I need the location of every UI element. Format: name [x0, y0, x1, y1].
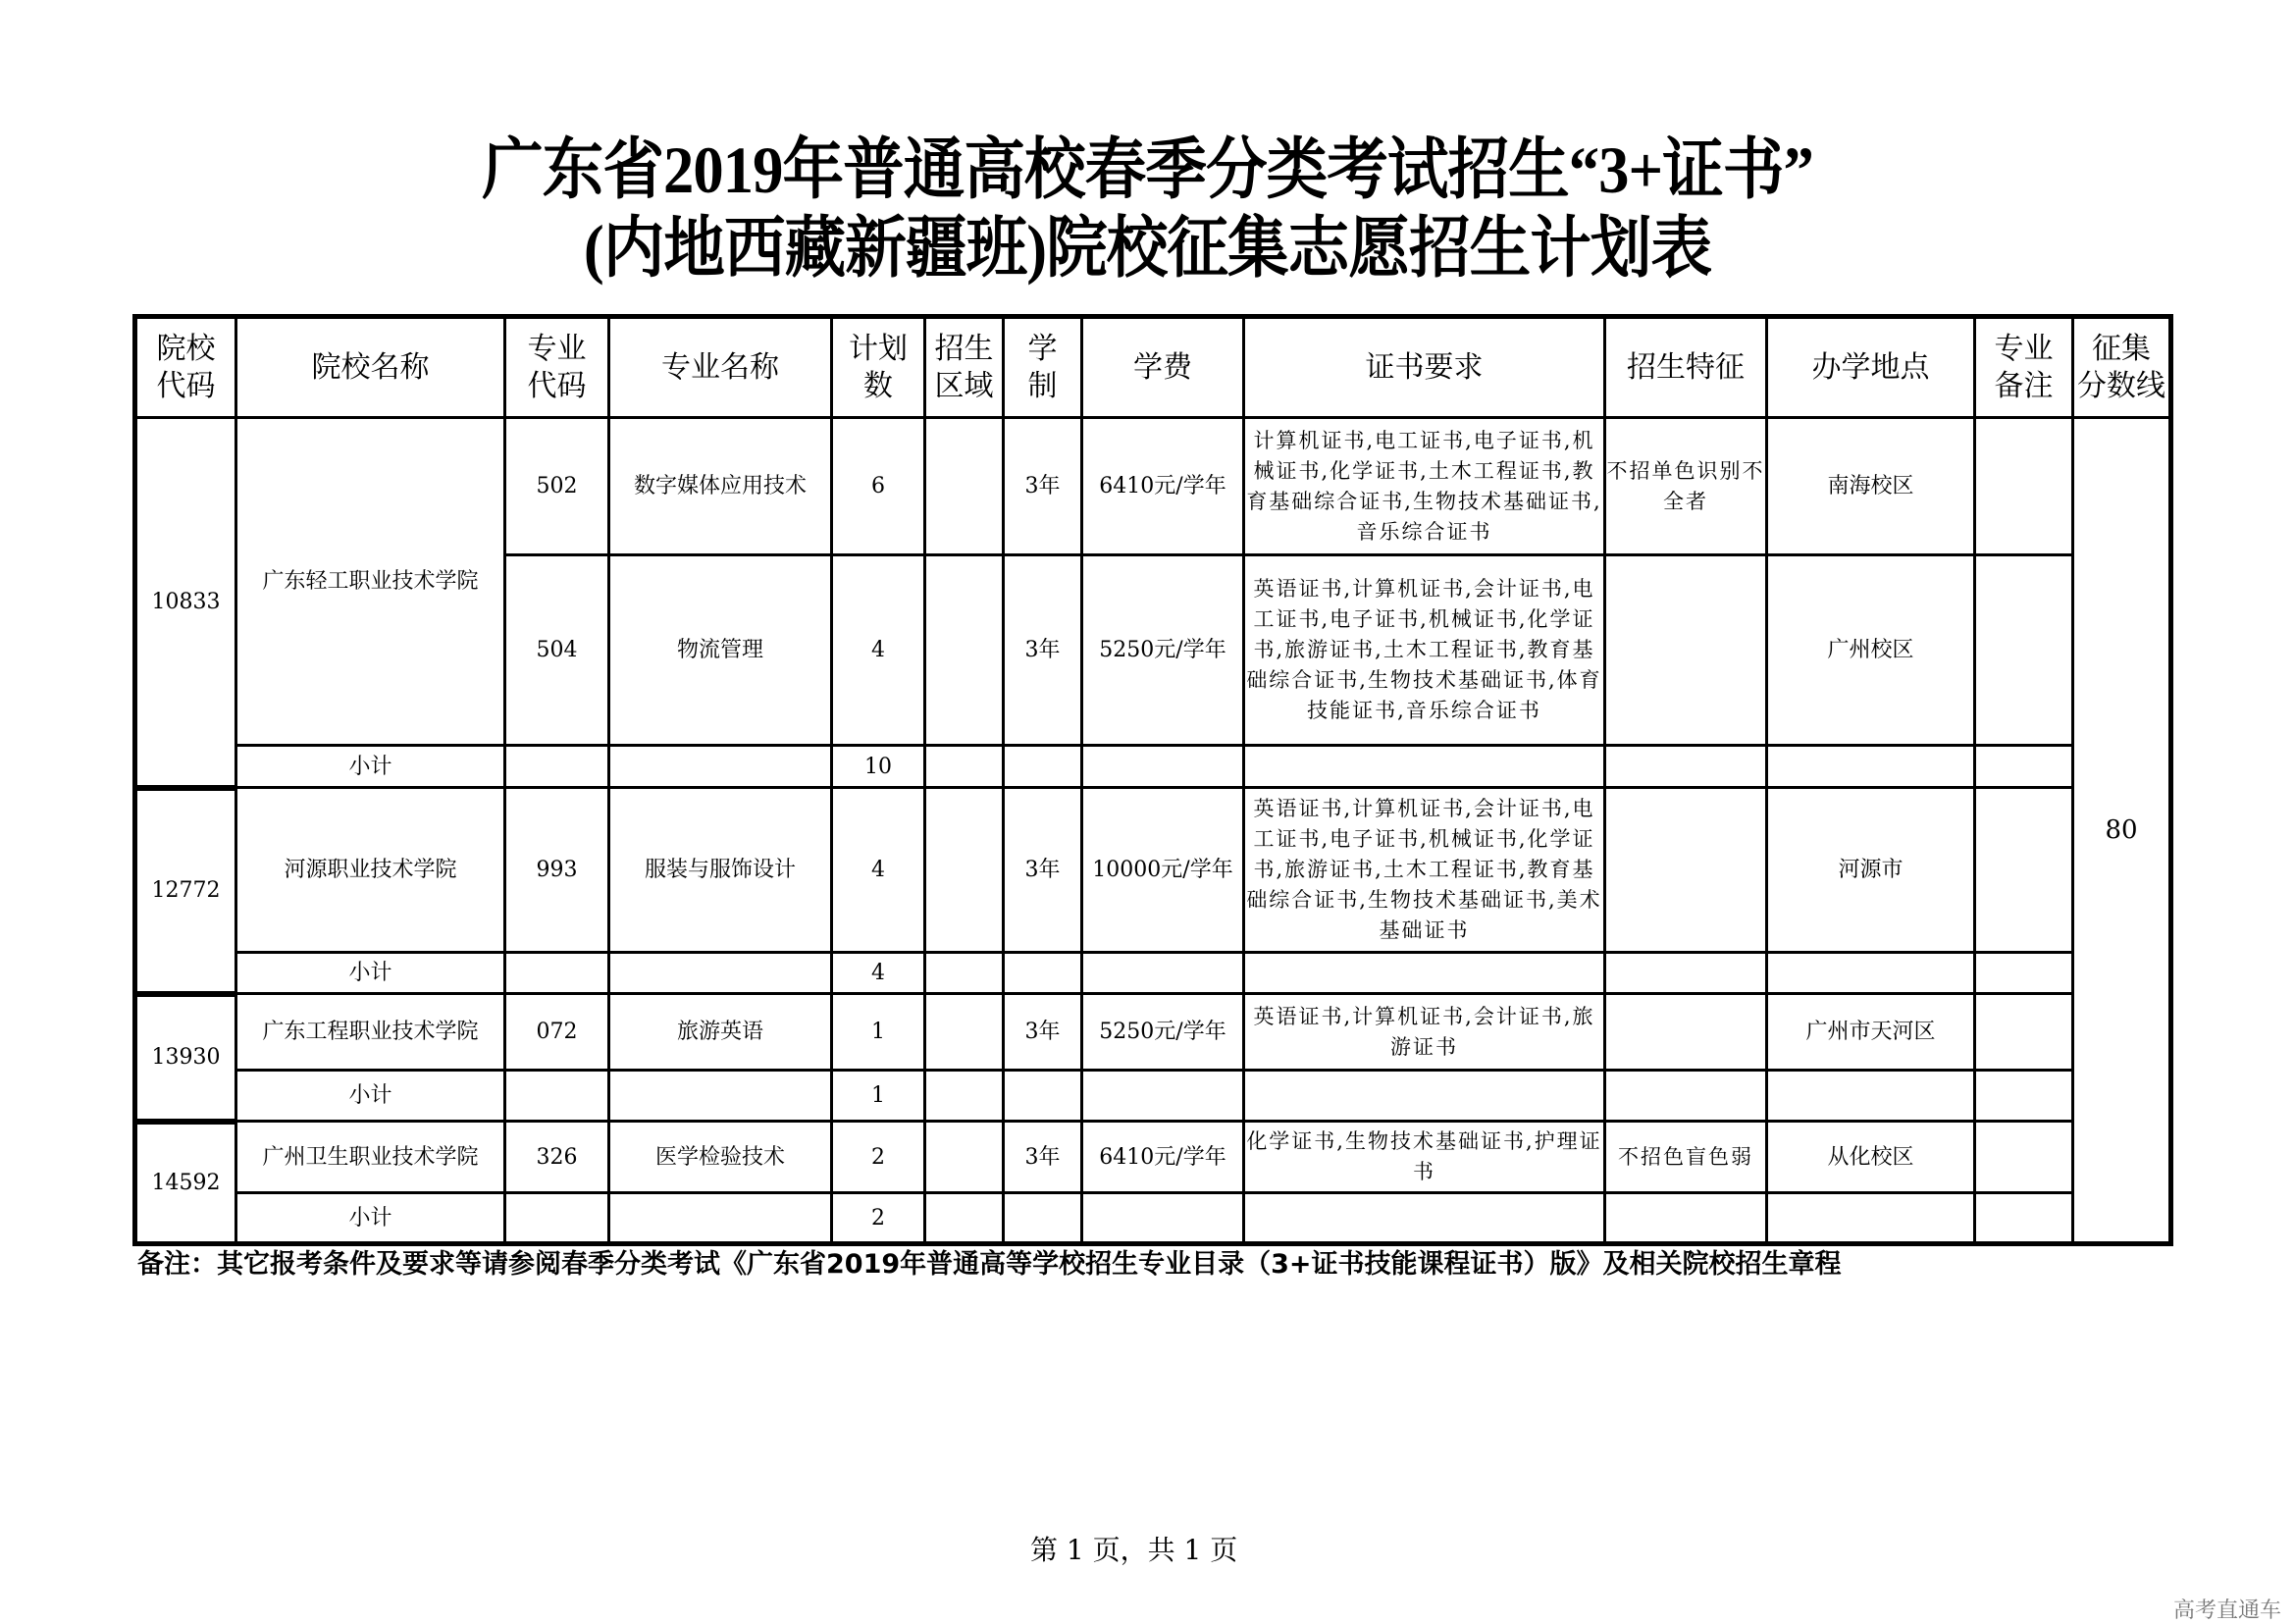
remark [1975, 994, 2073, 1071]
cert-requirement: 英语证书,计算机证书,会计证书,电工证书,电子证书,机械证书,化学证书,旅游证书,土木工程证书,教育基础综合证书,生物技术基础证书,体育技能证书,音乐综合证书 [1244, 555, 1605, 746]
duration: 3年 [1004, 1122, 1082, 1193]
school-name: 广东轻工职业技术学院 [236, 418, 505, 746]
header-school-code: 院校 代码 [135, 317, 236, 418]
major-code: 326 [505, 1122, 609, 1193]
score-line: 80 [2073, 418, 2171, 1244]
fee: 10000元/学年 [1082, 788, 1244, 953]
region [925, 418, 1004, 555]
school-code: 12772 [135, 788, 236, 994]
subtotal-label: 小计 [236, 746, 505, 788]
plan-count: 2 [832, 1122, 925, 1193]
watermark: 高考直通车 [2172, 1598, 2281, 1623]
fee: 6410元/学年 [1082, 418, 1244, 555]
major-code: 072 [505, 994, 609, 1071]
header-school-name: 院校名称 [236, 317, 505, 418]
subtotal-row [135, 953, 2171, 994]
major-name: 数字媒体应用技术 [609, 418, 832, 555]
table-row [135, 994, 2171, 1071]
fee: 5250元/学年 [1082, 555, 1244, 746]
remark [1975, 1122, 2073, 1193]
subtotal-value: 4 [832, 953, 925, 994]
cert-requirement: 英语证书,计算机证书,会计证书,旅游证书 [1244, 994, 1605, 1071]
location: 从化校区 [1767, 1122, 1975, 1193]
feature [1605, 994, 1767, 1071]
enrollment-plan-table [132, 314, 2173, 1246]
subtotal-label: 小计 [236, 953, 505, 994]
header-remark: 专业 备注 [1975, 317, 2073, 418]
cert-requirement: 化学证书,生物技术基础证书,护理证书 [1244, 1122, 1605, 1193]
subtotal-row [135, 1071, 2171, 1122]
remark [1975, 555, 2073, 746]
table-row [135, 788, 2171, 953]
school-code: 10833 [135, 418, 236, 788]
location: 南海校区 [1767, 418, 1975, 555]
fee: 6410元/学年 [1082, 1122, 1244, 1193]
location: 广州校区 [1767, 555, 1975, 746]
document-title-line1: 广东省2019年普通高校春季分类考试招生“3+证书” [482, 132, 1813, 207]
header-score: 征集 分数线 [2073, 317, 2171, 418]
major-name: 旅游英语 [609, 994, 832, 1071]
cert-requirement: 计算机证书,电工证书,电子证书,机械证书,化学证书,土木工程证书,教育基础综合证书,生物技术基础证书,音乐综合证书 [1244, 418, 1605, 555]
major-code: 993 [505, 788, 609, 953]
cert-requirement: 英语证书,计算机证书,会计证书,电工证书,电子证书,机械证书,化学证书,旅游证书,土木工程证书,教育基础综合证书,生物技术基础证书,美术基础证书 [1244, 788, 1605, 953]
subtotal-value: 2 [832, 1193, 925, 1244]
plan-count: 4 [832, 555, 925, 746]
plan-count: 4 [832, 788, 925, 953]
subtotal-label: 小计 [236, 1071, 505, 1122]
subtotal-value: 10 [832, 746, 925, 788]
plan-count: 1 [832, 994, 925, 1071]
duration: 3年 [1004, 555, 1082, 746]
document-title-line2: (内地西藏新疆班)院校征集志愿招生计划表 [583, 211, 1712, 286]
header-major-code: 专业 代码 [505, 317, 609, 418]
feature [1605, 788, 1767, 953]
subtotal-row [135, 1193, 2171, 1244]
subtotal-value: 1 [832, 1071, 925, 1122]
duration: 3年 [1004, 418, 1082, 555]
region [925, 994, 1004, 1071]
duration: 3年 [1004, 994, 1082, 1071]
region [925, 1122, 1004, 1193]
school-code: 13930 [135, 994, 236, 1122]
header-fee: 学费 [1082, 317, 1244, 418]
major-code: 502 [505, 418, 609, 555]
page-indicator: 第 1 页，共 1 页 [1030, 1534, 1238, 1566]
header-plan: 计划 数 [832, 317, 925, 418]
region [925, 788, 1004, 953]
header-location: 办学地点 [1767, 317, 1975, 418]
school-name: 广东工程职业技术学院 [236, 994, 505, 1071]
subtotal-row [135, 746, 2171, 788]
header-feature: 招生特征 [1605, 317, 1767, 418]
location: 河源市 [1767, 788, 1975, 953]
remark [1975, 418, 2073, 555]
school-code: 14592 [135, 1122, 236, 1244]
plan-count: 6 [832, 418, 925, 555]
duration: 3年 [1004, 788, 1082, 953]
table-row [135, 1122, 2171, 1193]
subtotal-label: 小计 [236, 1193, 505, 1244]
major-code: 504 [505, 555, 609, 746]
major-name: 物流管理 [609, 555, 832, 746]
feature: 不招单色识别不全者 [1605, 418, 1767, 555]
remark [1975, 788, 2073, 953]
school-name: 河源职业技术学院 [236, 788, 505, 953]
header-region: 招生 区域 [925, 317, 1004, 418]
feature [1605, 555, 1767, 746]
feature: 不招色盲色弱 [1605, 1122, 1767, 1193]
header-cert: 证书要求 [1244, 317, 1605, 418]
header-major-name: 专业名称 [609, 317, 832, 418]
region [925, 555, 1004, 746]
header-duration: 学 制 [1004, 317, 1082, 418]
major-name: 服装与服饰设计 [609, 788, 832, 953]
location: 广州市天河区 [1767, 994, 1975, 1071]
footnote: 备注：其它报考条件及要求等请参阅春季分类考试《广东省2019年普通高等学校招生专业目录（3+证书技能课程证书）版》及相关院校招生章程 [137, 1249, 1842, 1280]
school-name: 广州卫生职业技术学院 [236, 1122, 505, 1193]
fee: 5250元/学年 [1082, 994, 1244, 1071]
header-row [135, 317, 2171, 418]
major-name: 医学检验技术 [609, 1122, 832, 1193]
table-row [135, 418, 2171, 555]
